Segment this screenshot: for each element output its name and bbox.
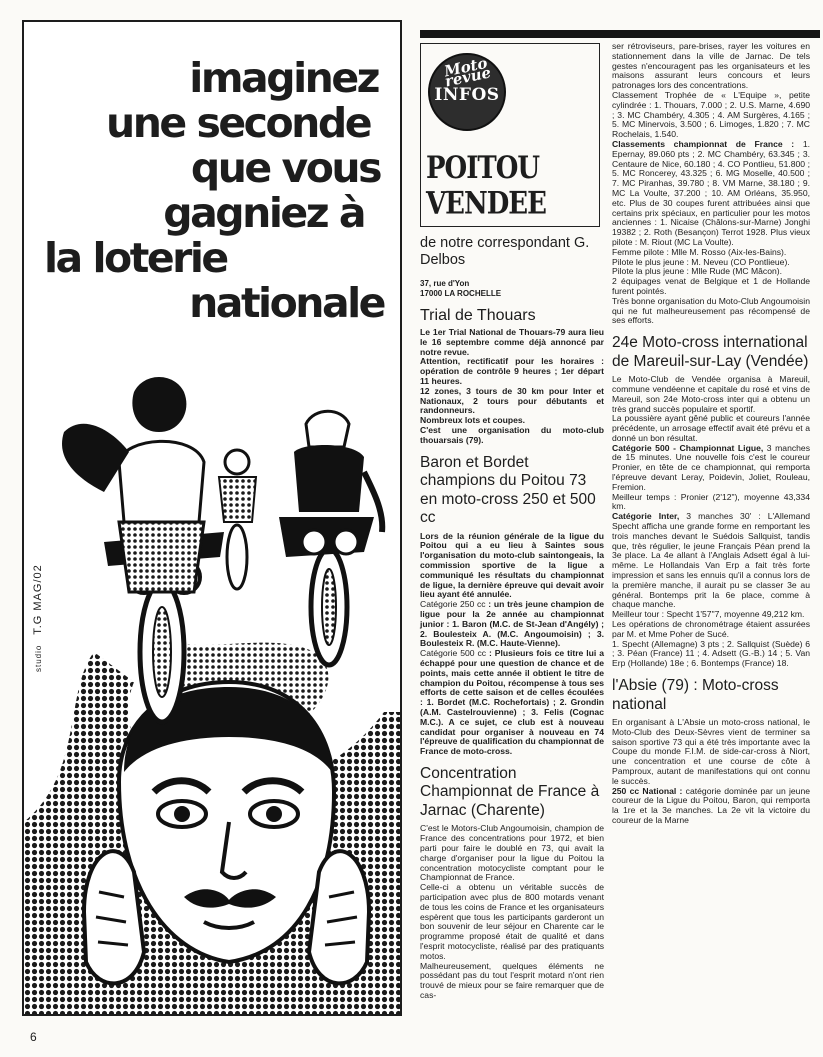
article-paragraph: Le 1er Trial National de Thouars-79 aura lieu le 16 septembre comme déjà annoncé par notre revue. (420, 327, 604, 357)
section-top-rule (420, 30, 820, 38)
seal-infos-text: INFOS (434, 85, 500, 105)
article-heading-trial-thouars: Trial de Thouars (420, 307, 536, 324)
ad-credit (32, 564, 44, 672)
article-paragraph: Meilleur temps : Pronier (2'12"), moyenne 43,334 km. (612, 491, 810, 512)
article-paragraph: ser rétroviseurs, pare-brises, rayer les voitures en stationnement dans la ville de Jarnac. De tels gestes n'encouragent pas les organisateurs et les maisons assurant leurs concours et leurs patronages lors des concentrations. (612, 41, 810, 91)
article-column-2 (612, 42, 810, 826)
ad-headline-line: nationale (189, 279, 384, 327)
ad-headline-line: la loterie (44, 234, 227, 282)
moto-revue-infos-seal (428, 53, 506, 131)
ad-headline-line: imaginez (189, 54, 378, 102)
article-paragraph: La poussière ayant gêné public et coureurs l'année précédente, un arrosage effectif avait été prévu et a donné un bon résultat. (612, 413, 810, 443)
address-line: 17000 LA ROCHELLE (420, 289, 502, 298)
article-paragraph: Meilleur tour : Specht 1'57"7, moyenne 49,212 km. (612, 609, 805, 620)
article-heading-mareuil-moto-cross: 24e Moto-cross international de Mareuil-sur-Lay (Vendée) (612, 334, 809, 370)
correspondent-address (420, 279, 604, 299)
article-column-1 (420, 43, 604, 1001)
article-paragraph: C'est une organisation du moto-club thouarsais (79). (420, 424, 604, 445)
article-paragraph: Les opérations de chronométrage étaient assurées par M. et Mme Poher de Sucé. (612, 619, 810, 639)
correspondent-byline: de notre correspondant G. Delbos (420, 235, 590, 268)
ad-headline (44, 56, 384, 326)
article-paragraph: Catégorie 500 - Championnat Ligue, 3 manches de 15 minutes. Une nouvelle fois c'est le coureur Pronier, en tête de ce championnat, qui remporta l'épreuve devant Leray, Poidevin, Joliet, Rouleau, Fremion. (612, 442, 810, 492)
region-title-line: VENDEE (426, 186, 546, 222)
article-paragraph: Catégorie Inter, 3 manches 30' : L'Allemand Specht afficha une grande forme en remportant les trois manches devant le Suédois Sallquist, tandis que, très régulier, le jeune Français Péan prend la 3e place. La 4e allant à l'Anglais Adsett égal à lui-même. Le Hollandais Van Erp a fait très forte impression et sans les ennuis qu'il a connus lors de la première manche, il aurait pu se classer 3e au général. Bontemps prit la 6e place, comme à chaque manche. (612, 511, 811, 610)
ad-credit-text: T.G MAG/02 (32, 564, 44, 635)
region-title (426, 151, 546, 222)
article-heading-concentration-jarnac: Concentration Championnat de France à Jarnac (Charente) (420, 764, 600, 819)
article-paragraph: Nombreux lots et coupes. (420, 415, 526, 426)
article-paragraph: Classement Trophée de « L'Equipe », petite cylindrée : 1. Thouars, 7.000 ; 2. U.S. Marne, 4.690 ; 3. MC Chambéry, 4.305 ; 4. AM Surgères, 4.165 ; 5. MC Minervois, 3.500 ; 6. Limoges, 1.820 ; 7. MC Rochelais, 1.540. (612, 89, 810, 140)
address-line: 37, rue d'Yon (420, 279, 470, 288)
ad-illustration-riders-and-face (24, 352, 400, 1016)
article-paragraph: Pilote la plus jeune : Mlle Rude (MC Mâcon). (612, 266, 783, 277)
article-paragraph: 12 zones, 3 tours de 30 km pour Inter et Nationaux, 2 tours pour débutants et randonneurs. (420, 385, 604, 416)
article-paragraph: Pilote le plus jeune : M. Neveu (CO Pontlieue). (612, 256, 790, 267)
article-paragraph: Catégorie 250 cc : un très jeune champion de ligue pour la 2e année au championnat junior : 1. Baron (M.C. de St-Jean d'Angély) ; 2. Boulesteix A. (M.C. Angoumoisin) ; 3. Boulesteix R. (M.C. Haute-Vienne). (420, 599, 604, 649)
region-title-line: POITOU (426, 151, 540, 187)
section-masthead (420, 43, 604, 233)
article-paragraph: 250 cc National : catégorie dominée par un jeune coureur de la Ligue du Poitou, Baron, qui remporta la 1re et la 3e manches. La 2e vit la victoire du coureur de la Marne (612, 785, 811, 825)
article-paragraph: En organisant à L'Absie un moto-cross national, le Moto-Club des Deux-Sèvres vient de terminer sa saison sportive 73 qui a été très importante avec la Coupe du monde F.I.M. de side-car-cross à Niort, une concentration et une course de côte à Pamproux, autant de manifestations qui ont connu le succès. (612, 717, 810, 786)
article-paragraph: C'est le Motors-Club Angoumoisin, champion de France des concentrations pour 1972, et bien parti pour faire le doublé en 73, qui avait la charge d'organiser pour la ligue du Poitou la concentration motocycliste comptant pour le Championnat de France. (420, 823, 604, 883)
article-paragraph: 1. Specht (Allemagne) 3 pts ; 2. Sallquist (Suède) 6 ; 3. Péan (France) 11 ; 4. Adsett (G.-B.) 14 ; 5. Van Erp (Hollande) 18e ; 6. Bontemps (France) 18. (612, 638, 810, 669)
article-paragraph: Très bonne organisation du Moto-Club Angoumoisin qui ne fut malheureusement pas récompensé de ses efforts. (612, 295, 810, 326)
article-paragraph: Le Moto-Club de Vendée organisa à Mareuil, commune vendéenne et capitale du rosé et vins de Mareuil, son 24e Moto-cross inter qui a obtenu un très grand succès populaire et sportif. (612, 374, 810, 414)
ad-headline-line: que vous (190, 144, 380, 192)
article-heading-absie-moto-cross: l'Absie (79) : Moto-cross national (612, 677, 779, 713)
article-paragraph: 2 équipages venat de Belgique et 1 de Hollande furent pointés. (612, 276, 810, 296)
article-paragraph: Malheureusement, quelques éléments ne possédant pas du tout l'esprit motard n'ont rien trouvé de mieux pour se faire remarquer que de cas- (420, 960, 604, 1000)
ad-credit-studio: studio (34, 644, 43, 672)
article-paragraph: Celle-ci a obtenu un véritable succès de participation avec plus de 800 motards venant de tous les coins de France et les organisateurs espèrent que tous les participants garderont un bon souvenir de leur séjour en Charente car le programme proposé était de qualité et dans l'esprit motocycliste, réalisé par des pratiquants motos. (420, 882, 604, 961)
article-paragraph: Catégorie 500 cc : Plusieurs fois ce titre lui a échappé pour une question de chance et de points, mais cette année il obtient le titre de champion du Poitou, récompense à tous ses efforts de cette saison et de celles écoulées : 1. Bordet (M.C. Rochefortais) ; 2. Grondin (A.M. Castelrouvienne) ; 3. Felis (Cognac M.C.). A ce sujet, ce club est à nouveau candidat pour organiser à nouveau en 74 l'épreuve de qualification du championnat de France de moto-cross. (420, 648, 604, 757)
article-paragraph: Lors de la réunion générale de la ligue du Poitou qui a eu lieu à Saintes sous l'organisation du moto-club saintongeais, la commission sportive de la ligue a communiqué les résultats du championnat de ligue, la dernière épreuve qui devait avoir lieu ayant été annulée. (420, 530, 604, 600)
seal-moto-revue-text: Moto revue (442, 53, 493, 91)
page-number: 6 (30, 1030, 37, 1044)
article-paragraph: Classements championnat de France : 1. Epernay, 89.060 pts ; 2. MC Chambéry, 63.345 ; 3. Centaure de Nice, 60.180 ; 4. CO Pontlieu, 51.800 ; 5. MC Roncerey, 43.325 ; 6. MG Moselle, 40.500 ; 7. MC Piranhas, 39.780 ; 8. VM Marne, 38.180 ; 9. MC La Voulte, 37.200 ; 10. AM Orléans, 35.950, etc. Plus de 30 coupes furent attribuées ainsi que certains prix spéciaux, en particulier pour les motos anciennes : 1. Nicaise (Châlons-sur-Marne) Jonghi 19382 ; 2. Roth (Besançon) Terrot 1928. Plus vieux pilote : M. Riout (MC La Voulte). (612, 138, 810, 247)
ad-headline-line: gagniez à (163, 189, 364, 237)
ad-headline-line: une seconde (106, 99, 370, 147)
article-heading-baron-bordet: Baron et Bordet champions du Poitou 73 en moto-cross 250 et 500 cc (420, 453, 596, 527)
article-paragraph: Femme pilote : Mlle M. Rosso (Aix-les-Bains). (612, 246, 787, 257)
article-paragraph: Attention, rectificatif pour les horaires : opération de contrôle 9 heures ; 1er départ 11 heures. (420, 356, 604, 386)
advertisement-panel (22, 20, 402, 1016)
